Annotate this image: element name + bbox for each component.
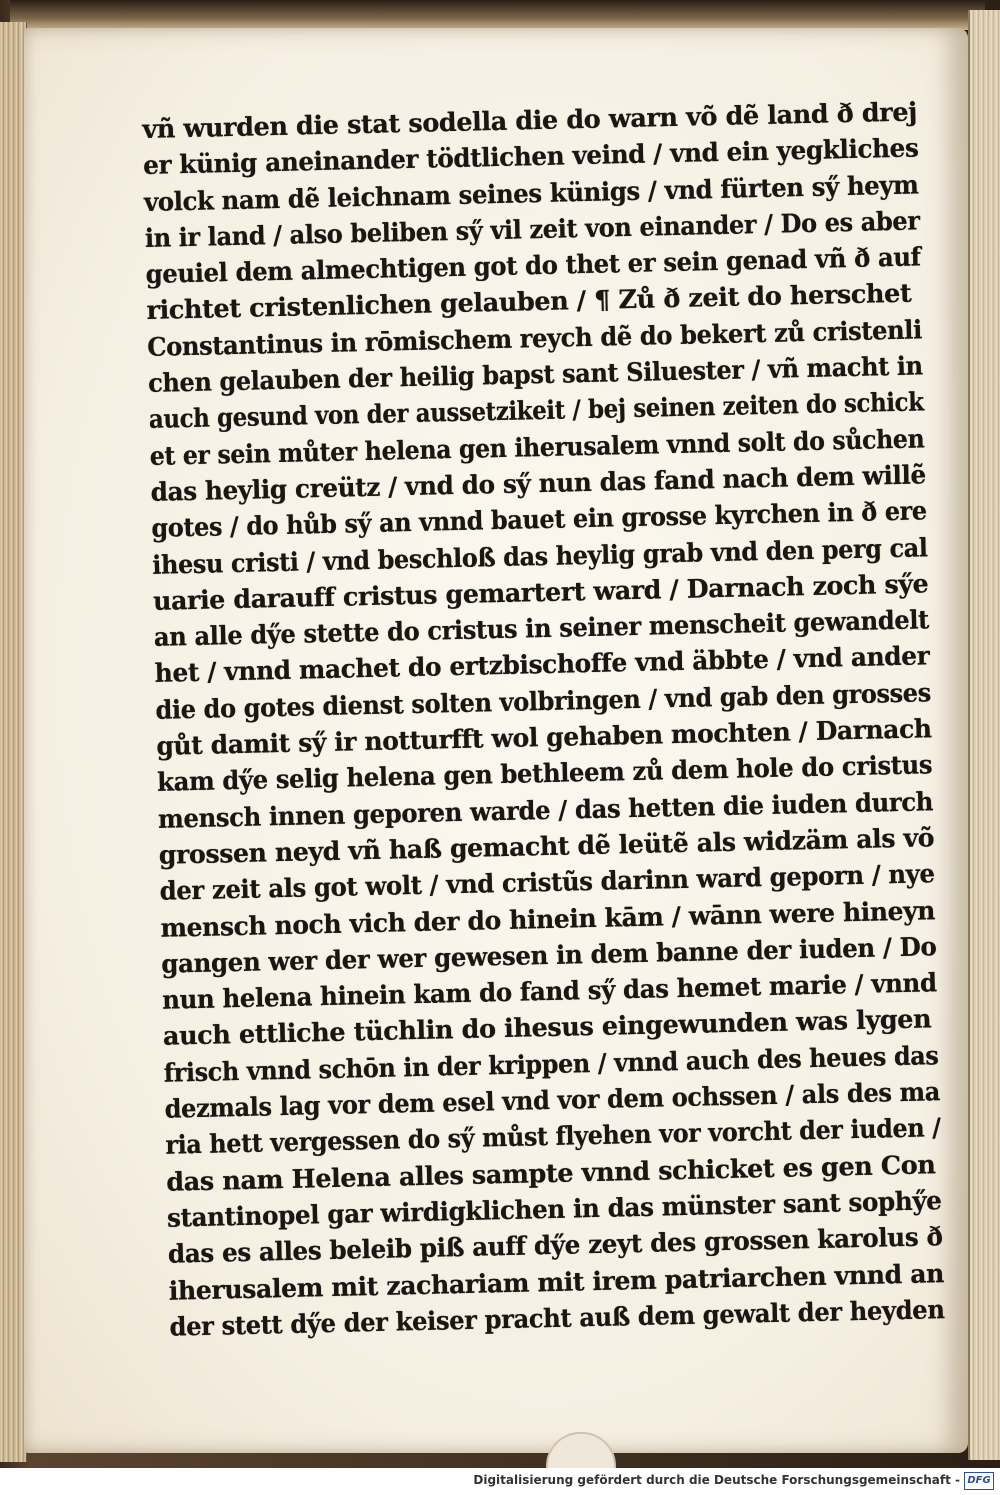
footer-bar [0,1468,1000,1495]
text-line: der stett dy̋e der keiser pracht auß dem gewalt der heyden [169,1294,945,1343]
text-line: an alle dy̋e stette do cristus in seiner menscheit gewandelt [153,605,930,654]
text-line: Constantinus in rōmischem reych dẽ do bekert zů cristenli [147,315,923,363]
text-line: uarie darauff cristus gemartert ward / Darnach zoch sy̋e [152,569,929,617]
text-line: in ir land / also beliben sy̋ vil zeit von einander / Do es aber [144,206,920,254]
text-line: das es alles beleib piß auff dy̋e zeyt des grossen karolus ð [167,1222,943,1270]
footer-credit-text: Digitalisierung gefördert durch die Deutsche Forschungsgemeinschaft - [473,1473,960,1487]
text-line: das nam Helena alles sampte vnnd schicket es gen Con [165,1149,936,1198]
text-line: et er sein můter helena gen iherusalem vnnd solt do sůchen [149,424,925,472]
text-line: dezmals lag vor dem esel vnd vor dem ochssen / als des ma [164,1077,941,1125]
text-line: auch ettliche tüchlin do ihesus eingewunden was lygen [162,1004,932,1053]
text-line: nun helena hinein kam do fand sy̋ das hemet marie / vnnd [161,968,937,1016]
text-line: der zeit als got wolt / vnd cristũs darinn ward geporn / nye [159,859,935,908]
printed-text-block [142,94,945,1345]
text-line: grossen neyd vñ haß gemacht dẽ leütẽ als widzäm als võ [158,823,935,871]
text-line: das heylig creütz / vnd do sy̋ nun das fand nach dem willẽ [150,460,927,508]
text-line: auch gesund von der aussetzikeit / bej seinen zeiten do schick [148,387,924,436]
text-line: gotes / do hůb sy̋ an vnnd bauet ein grosse kyrchen in ð ere [151,496,928,545]
text-line: gangen wer der wer gewesen in dem banne der iuden / Do [161,932,937,980]
text-line: die do gotes dienst solten volbringen / vnd gab den grosses [155,678,932,726]
book-top-edge [10,0,985,30]
text-line: vñ wurden die stat sodella die do warn võ dẽ land ð drej [142,97,918,145]
text-line: het / vnnd machet do ertzbischoffe vnd äbbte / vnd ander [154,641,930,690]
text-line: chen gelauben der heilig bapst sant Siluester / vñ macht in [147,351,924,400]
text-line: richtet cristenlichen gelauben / ¶ Zů ð zeit do herschet [146,279,912,327]
text-line: stantinopel gar wirdigklichen in das münster sant sophy̋e [166,1186,942,1234]
dfg-logo-icon: DFG [964,1472,994,1490]
text-line: iherusalem mit zachariam mit irem patriarchen vnnd an [168,1258,945,1307]
text-line: volck nam dẽ leichnam seines künigs / vnd fürten sy̋ heym [143,169,919,218]
book-page-stack-right [968,10,1000,1460]
text-line: ihesu cristi / vnd beschloß das heylig grab vnd den perg cal [151,532,928,581]
text-line: gůt damit sy̋ ir notturfft wol gehaben mochten / Darnach [156,714,932,762]
text-line: kam dy̋e selig helena gen bethleem zů dem hole do cristus [156,750,933,799]
text-line: mensch innen geporen warde / das hetten die iuden durch [157,786,934,835]
book-fore-edge-left [0,22,27,1462]
text-line: er künig aneinander tödtlichen veind / vnd ein yegkliches [142,133,919,182]
text-line: geuiel dem almechtigen got do thet er sein genad vñ ð auf [145,242,922,291]
text-line: mensch noch vich der do hinein kām / wānn were hineyn [160,895,936,944]
text-line: ria hett vergessen do sy̋ můst flyehen vor vorcht der iuden / [165,1113,941,1162]
text-line: frisch vnnd schōn in der krippen / vnnd auch des heues das [163,1040,939,1089]
